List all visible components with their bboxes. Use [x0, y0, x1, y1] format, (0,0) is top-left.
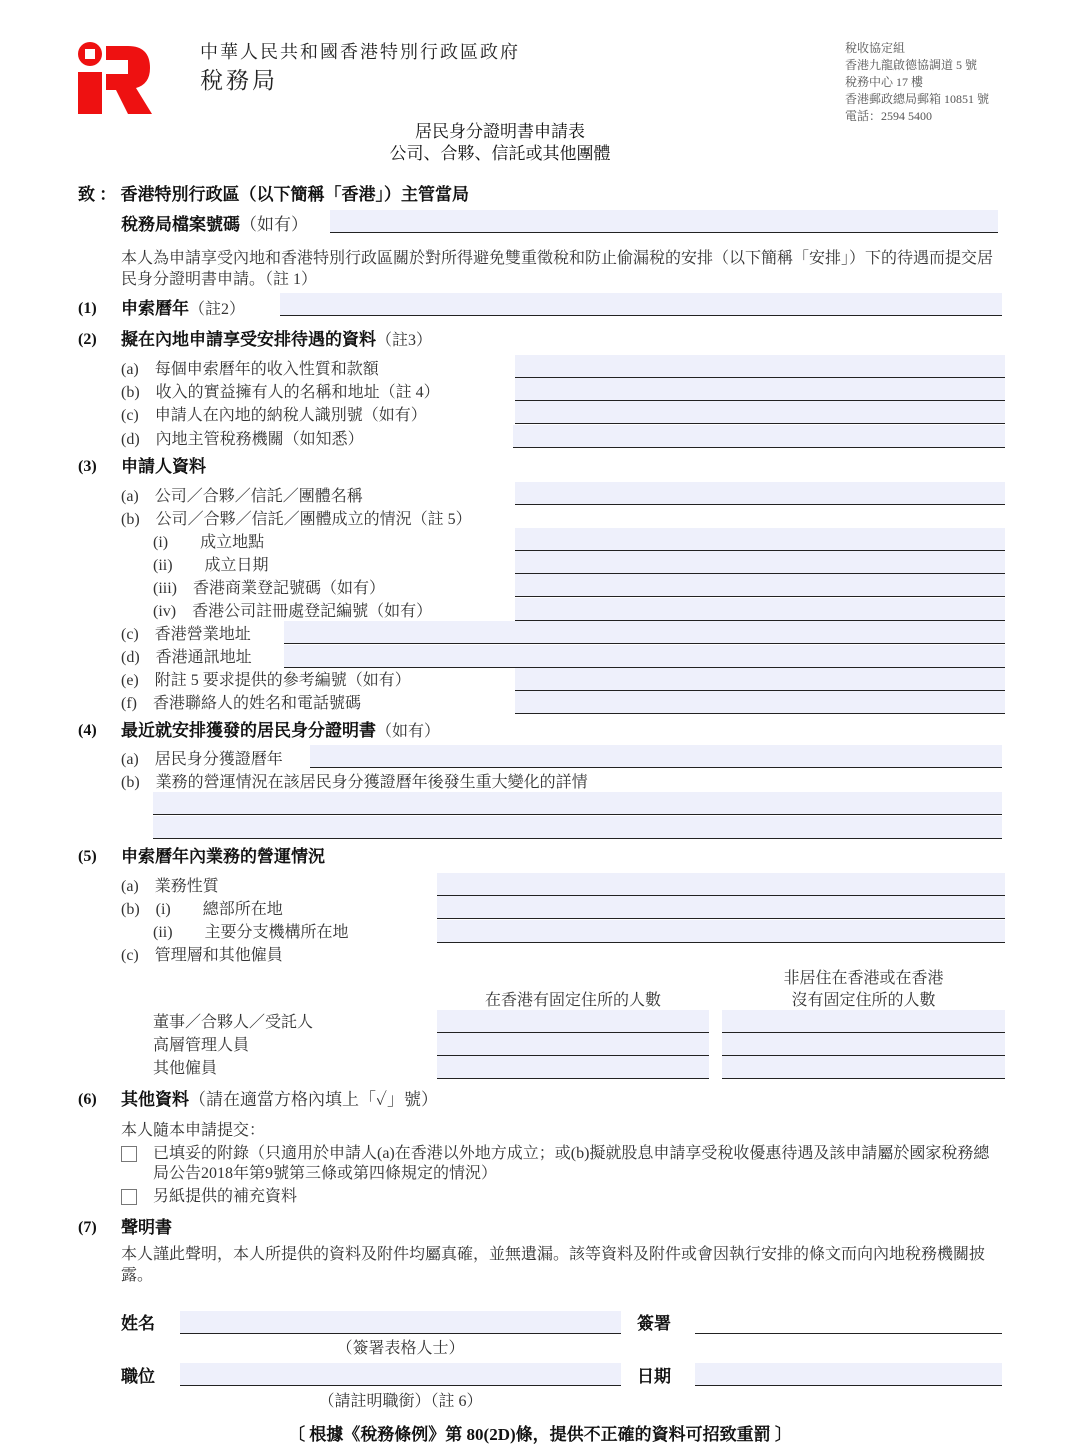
section-2-title: 擬在內地申請享受安排待遇的資料 [121, 330, 376, 349]
business-address-input[interactable] [284, 621, 1005, 644]
s5-item-b-i: (b) (i) 總部所在地 [121, 901, 283, 918]
correspondence-address-input[interactable] [284, 645, 1005, 668]
s3-item-f: (f) 香港聯絡人的姓名和電話號碼 [121, 695, 361, 712]
s5-item-a: (a) 業務性質 [121, 878, 219, 895]
supplementary-checkbox[interactable] [121, 1189, 137, 1205]
signature-label: 簽署 [637, 1314, 671, 1333]
file-no-input[interactable] [330, 210, 998, 233]
changes-input-1[interactable] [153, 792, 1002, 815]
section-3-title: 申請人資料 [121, 457, 206, 476]
tax-authority-input[interactable] [513, 425, 1005, 448]
date-input[interactable] [515, 551, 1005, 574]
section-2-number: (2) [78, 331, 97, 348]
other-hk-input[interactable] [437, 1056, 709, 1079]
s3-item-b-iv: (iv) 香港公司註冊處登記編號（如有） [153, 603, 433, 620]
other-nonhk-input[interactable] [722, 1056, 1005, 1079]
s3-item-d: (d) 香港通訊地址 [121, 649, 252, 666]
changes-input-2[interactable] [153, 816, 1002, 839]
s5-item-b-ii: (ii) 主要分支機構所在地 [153, 924, 349, 941]
dept-name: 稅務局 [200, 68, 278, 93]
file-no-note: （如有） [240, 215, 308, 234]
section-5-title: 申索曆年內業務的營運情況 [121, 847, 325, 866]
s3-item-e: (e) 附註 5 要求提供的參考編號（如有） [121, 672, 411, 689]
address-block [845, 40, 989, 125]
taxpayer-id-input[interactable] [515, 401, 1005, 424]
section-7-title: 聲明書 [121, 1218, 172, 1237]
ird-logo [76, 40, 154, 115]
section-3-number: (3) [78, 458, 97, 475]
address-line: 稅收協定組 [845, 41, 906, 55]
submit-lead: 本人隨本申請提交： [121, 1122, 266, 1139]
income-input[interactable] [515, 355, 1005, 378]
date-label: 日期 [637, 1367, 671, 1386]
s4-item-a: (a) 居民身分獲證曆年 [121, 751, 283, 768]
s3-item-c: (c) 香港營業地址 [121, 626, 251, 643]
entity-name-input[interactable] [515, 482, 1005, 505]
position-label: 職位 [121, 1367, 155, 1386]
br-number-input[interactable] [515, 574, 1005, 597]
intro-text: 本人為申請享受內地和香港特別行政區關於對所得避免雙重徵稅和防止偷漏稅的安排（以下簡稱「安排」）下的待遇而提交居 [121, 250, 994, 267]
s2-item-b: (b) 收入的實益擁有人的名稱和地址（註 4） [121, 384, 440, 401]
position-hint: （請註明職銜）（註 6） [318, 1393, 483, 1410]
contact-input[interactable] [515, 691, 1005, 714]
section-6-title: 其他資料 [121, 1090, 189, 1109]
s3-item-b: (b) 公司／合夥／信託／團體成立的情況（註 5） [121, 511, 472, 528]
reference-number-input[interactable] [515, 668, 1005, 691]
claim-year-input[interactable] [280, 293, 1002, 316]
directors-hk-input[interactable] [437, 1010, 709, 1033]
section-4-number: (4) [78, 722, 97, 739]
appendix-label: 已填妥的附錄（只適用於申請人(a)在香港以外地方成立；或(b)擬就股息申請享受稅收優惠待遇及該申請屬於國家稅務總 [153, 1145, 990, 1162]
address-line: 香港九龍啟德協調道 5 號 [845, 58, 978, 72]
s2-item-c: (c) 申請人在內地的納稅人識別號（如有） [121, 407, 427, 424]
appendix-label-2: 局公告2018年第9號第三條或第四條規定的情況） [153, 1165, 498, 1182]
gov-name: 中華人民共和國香港特別行政區政府 [200, 42, 520, 62]
row-other-staff: 其他僱員 [153, 1060, 218, 1077]
section-7-number: (7) [78, 1219, 97, 1236]
branch-input[interactable] [437, 920, 1005, 943]
intro-text-2: 民身分證明書申請。（註 1） [121, 271, 318, 288]
s2-item-d: (d) 內地主管稅務機關（如知悉） [121, 431, 364, 448]
name-input[interactable] [180, 1311, 621, 1334]
section-1-number: (1) [78, 300, 97, 317]
s3-item-b-ii: (ii) 成立日期 [153, 557, 269, 574]
headquarters-input[interactable] [437, 896, 1005, 919]
cr-number-input[interactable] [515, 598, 1005, 621]
cert-year-input[interactable] [310, 745, 1002, 768]
address-line: 稅務中心 17 樓 [845, 75, 924, 89]
s3-item-b-iii: (iii) 香港商業登記號碼（如有） [153, 580, 385, 597]
name-hint: （簽署表格人士） [336, 1340, 465, 1357]
place-input[interactable] [515, 528, 1005, 551]
s3-item-b-i: (i) 成立地點 [153, 534, 265, 551]
penalty-footer: 〔 根據《稅務條例》第 80(2D)條，提供不正確的資料可招致重罰 〕 [288, 1425, 792, 1444]
s3-item-a: (a) 公司／合夥／信託／團體名稱 [121, 488, 363, 505]
note: （如有） [376, 723, 441, 740]
form-title: 居民身分證明書申請表 [415, 122, 585, 141]
col-non-residents: 非居住在香港或在香港 [783, 970, 944, 987]
note: （註2） [189, 301, 246, 318]
col-non-residents-2: 沒有固定住所的人數 [791, 992, 936, 1009]
addressee: 致 ： 香港特別行政區（以下簡稱「香港」）主管當局 [78, 185, 469, 204]
address-line: 香港郵政總局郵箱 10851 號 [845, 92, 990, 106]
s5-item-c: (c) 管理層和其他僱員 [121, 947, 283, 964]
senior-nonhk-input[interactable] [722, 1033, 1005, 1056]
section-5-number: (5) [78, 848, 97, 865]
business-nature-input[interactable] [437, 873, 1005, 896]
col-hk-residents: 在香港有固定住所的人數 [484, 992, 661, 1009]
file-no-label: 稅務局檔案號碼 [121, 215, 240, 234]
section-4-title: 最近就安排獲發的居民身分證明書 [121, 721, 376, 740]
note: （請在適當方格內填上「✓」號） [189, 1090, 438, 1109]
section-1-title: 申索曆年 [121, 299, 189, 318]
appendix-checkbox[interactable] [121, 1146, 137, 1162]
position-input[interactable] [180, 1363, 621, 1386]
supplementary-label: 另紙提供的補充資料 [153, 1188, 298, 1205]
form-subtitle: 公司、合夥、信託或其他團體 [389, 144, 611, 163]
directors-nonhk-input[interactable] [722, 1010, 1005, 1033]
s2-item-a: (a) 每個申索曆年的收入性質和款額 [121, 361, 379, 378]
signature-field[interactable] [695, 1311, 1002, 1334]
row-directors: 董事／合夥人／受託人 [153, 1014, 314, 1031]
phone-line: 電話：2594 5400 [845, 109, 933, 123]
note: （註3） [376, 332, 433, 349]
declaration-text-2: 露。 [121, 1267, 154, 1284]
declaration-text: 本人謹此聲明，本人所提供的資料及附件均屬真確，並無遺漏。該等資料及附件或會因執行安排的條文而向內地稅務機關披 [121, 1246, 986, 1263]
row-senior-mgmt: 高層管理人員 [153, 1037, 250, 1054]
date-input[interactable] [695, 1363, 1002, 1386]
s4-item-b: (b) 業務的營運情況在該居民身分獲證曆年後發生重大變化的詳情 [121, 774, 588, 791]
senior-hk-input[interactable] [437, 1033, 709, 1056]
name-label: 姓名 [121, 1314, 155, 1333]
section-6-number: (6) [78, 1091, 97, 1108]
beneficial-owner-input[interactable] [515, 378, 1005, 401]
